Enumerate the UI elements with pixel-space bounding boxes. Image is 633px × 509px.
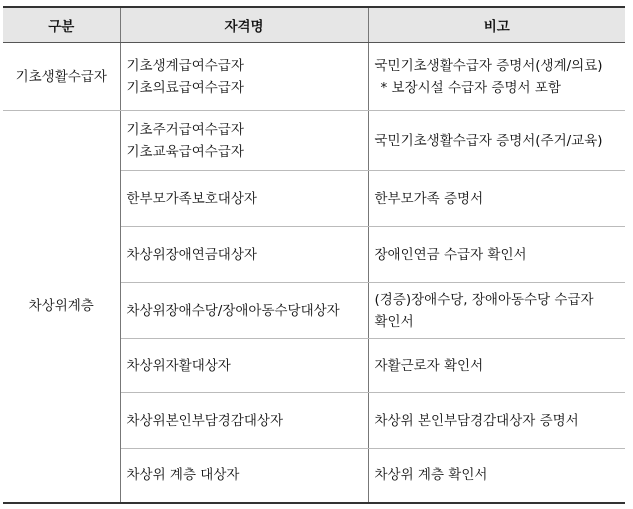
qualification-cell bbox=[120, 339, 368, 393]
table-row bbox=[3, 111, 625, 171]
remarks-text: 차상위 본인부담경감대상자 증명서 bbox=[374, 412, 579, 429]
header-category: 구분 bbox=[3, 7, 120, 43]
qualification-cell bbox=[120, 227, 368, 283]
eligibility-table bbox=[3, 6, 625, 504]
remarks-text: 국민기초생활수급자 증명서(주거/교육) bbox=[374, 132, 603, 149]
remarks-cell bbox=[368, 393, 625, 449]
qualification-name: 기초의료급여수급자 bbox=[126, 79, 244, 96]
remarks-cell bbox=[368, 43, 625, 111]
remarks-cell bbox=[368, 339, 625, 393]
remarks-text: 국민기초생활수급자 증명서(생계/의료) bbox=[374, 57, 603, 74]
qualification-cell bbox=[120, 283, 368, 339]
qualification-name: 차상위자활대상자 bbox=[126, 357, 231, 374]
qualification-cell bbox=[120, 449, 368, 503]
remarks-text: (경증)장애수당, 장애아동수당 수급자 bbox=[374, 291, 594, 308]
remarks-text: 차상위 계층 확인서 bbox=[374, 467, 488, 484]
remarks-note: * 보장시설 수급자 증명서 포함 bbox=[380, 79, 561, 96]
header-qualification: 자격명 bbox=[120, 7, 368, 43]
remarks-text: 자활근로자 확인서 bbox=[374, 357, 484, 374]
qualification-cell bbox=[120, 393, 368, 449]
qualification-name: 차상위장애수당/장애아동수당대상자 bbox=[126, 302, 340, 319]
qualification-cell bbox=[120, 171, 368, 227]
qualification-name: 차상위본인부담경감대상자 bbox=[126, 412, 283, 429]
qualification-name: 기초주거급여수급자 bbox=[126, 121, 244, 138]
category-cell: 차상위계층 bbox=[3, 111, 120, 503]
qualification-name: 기초교육급여수급자 bbox=[126, 143, 244, 160]
remarks-text: 확인서 bbox=[374, 313, 414, 330]
remarks-cell bbox=[368, 283, 625, 339]
remarks-cell bbox=[368, 449, 625, 503]
remarks-cell bbox=[368, 171, 625, 227]
remarks-text: 장애인연금 수급자 확인서 bbox=[374, 246, 527, 263]
category-cell: 기초생활수급자 bbox=[3, 43, 120, 111]
qualification-cell bbox=[120, 43, 368, 111]
qualification-cell bbox=[120, 111, 368, 171]
remarks-cell bbox=[368, 227, 625, 283]
qualification-name: 한부모가족보호대상자 bbox=[126, 190, 257, 207]
header-remarks: 비고 bbox=[368, 7, 625, 43]
qualification-name: 차상위장애연금대상자 bbox=[126, 246, 257, 263]
remarks-text: 한부모가족 증명서 bbox=[374, 190, 484, 207]
qualification-name: 기초생계급여수급자 bbox=[126, 57, 244, 74]
header-row bbox=[3, 7, 625, 43]
remarks-cell bbox=[368, 111, 625, 171]
table-row bbox=[3, 43, 625, 111]
qualification-name: 차상위 계층 대상자 bbox=[126, 467, 240, 484]
